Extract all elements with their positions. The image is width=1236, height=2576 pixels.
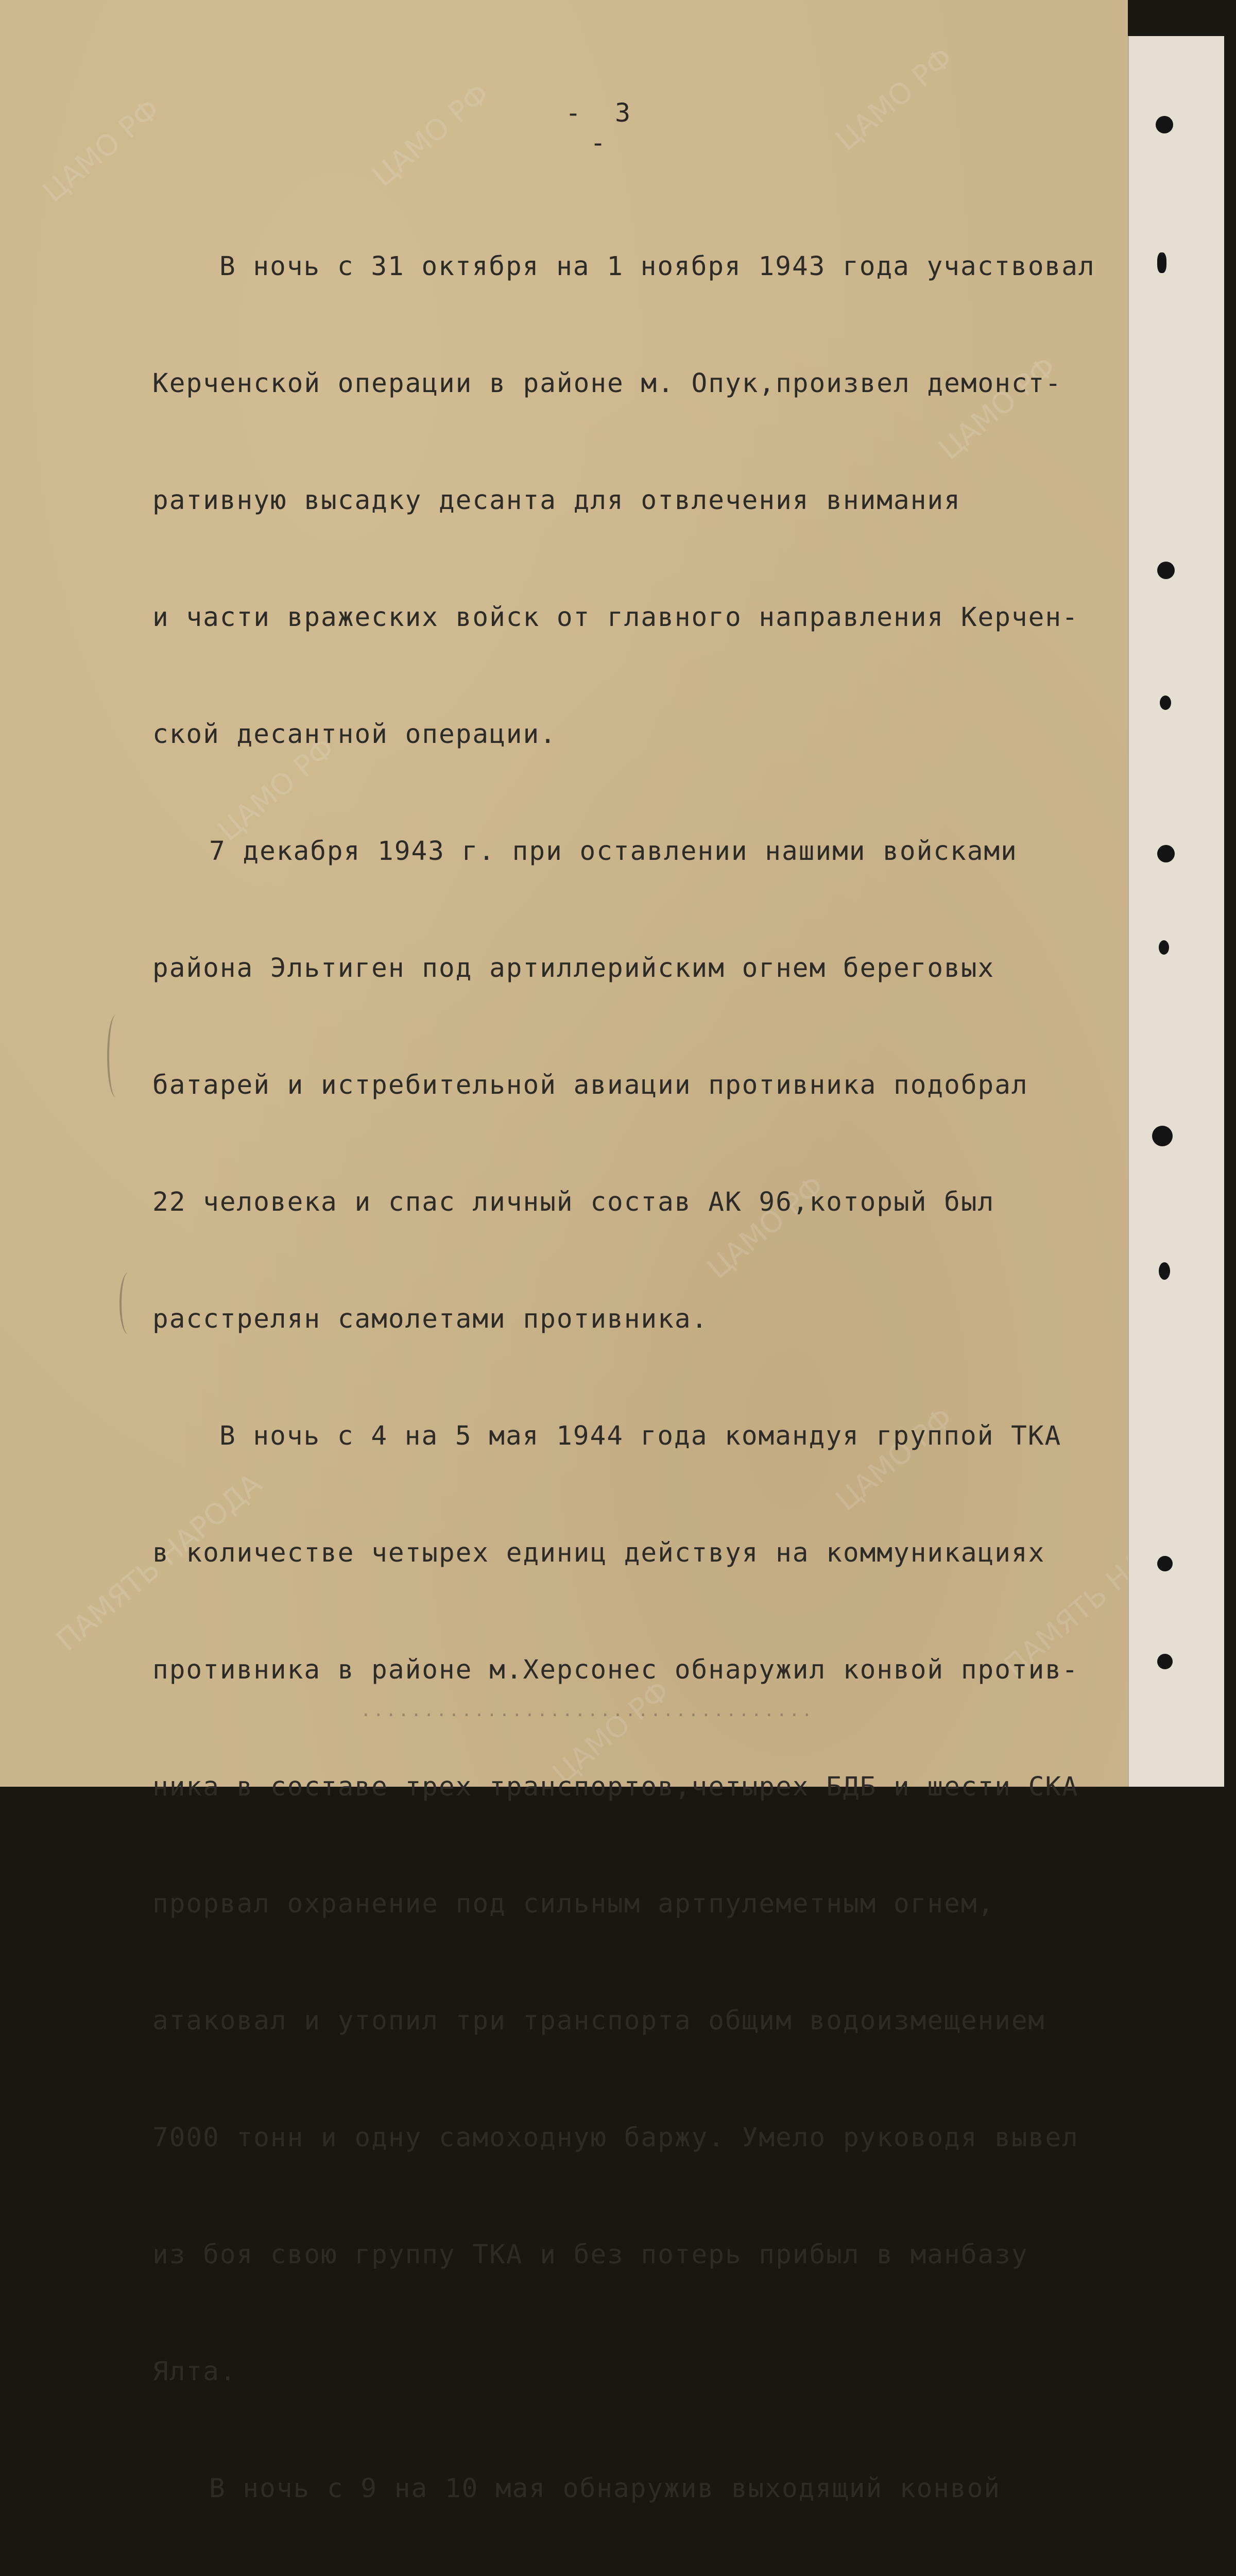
margin-pencil-mark: [119, 1273, 137, 1334]
text-line: ника в составе трех транспортов,четырех БДБ и шести СКА: [152, 1772, 1079, 1802]
text-line: 7 декабря 1943 г. при оставлении нашими войсками: [209, 836, 1018, 867]
text-line: атаковал и утопил три транспорта общим водоизмещением: [152, 2006, 1045, 2036]
watermark: ЦАМО РФ: [546, 1674, 676, 1791]
watermark: ЦАМО РФ: [933, 350, 1062, 467]
text-line: противника в районе м.Херсонес обнаружил конвой против-: [152, 1655, 1079, 1685]
watermark: ПАМЯТЬ НАРОДА: [50, 1467, 268, 1658]
binding-hole: [1156, 116, 1173, 133]
page-number: - 3 -: [565, 98, 640, 158]
binding-hole: [1157, 1556, 1173, 1571]
watermark: ЦАМО РФ: [830, 41, 959, 158]
binding-hole: [1160, 696, 1171, 710]
text-line: из боя свою группу ТКА и без потерь прибыл в манбазу: [152, 2240, 1028, 2270]
text-line: расстрелян самолетами противника.: [152, 1304, 709, 1334]
document-body: [152, 178, 1131, 2576]
text-line: и части вражеских войск от главного направления Керчен-: [152, 602, 1079, 633]
watermark: ЦАМО РФ: [701, 1169, 831, 1286]
binding-hole: [1159, 1262, 1170, 1280]
text-line: района Эльтиген под артиллерийским огнем береговых: [152, 953, 995, 984]
watermark: ЦАМО РФ: [37, 92, 166, 209]
text-line: ративную высадку десанта для отвлечения внимания: [152, 485, 961, 516]
binding-edge: [1128, 36, 1224, 1787]
text-line: 7000 тонн и одну самоходную баржу. Умело руководя вывел: [152, 2123, 1079, 2153]
watermark: ЦАМО РФ: [212, 731, 341, 848]
text-line: Ялта.: [152, 2357, 237, 2387]
binding-hole: [1152, 1126, 1173, 1146]
text-line: В ночь с 9 на 10 мая обнаружив выходящий конвой: [209, 2473, 1001, 2504]
faded-footer-text: ....................................: [360, 1700, 814, 1721]
watermark: ЦАМО РФ: [830, 1401, 959, 1518]
text-line: В ночь с 4 на 5 мая 1944 года командуя группой ТКА: [219, 1421, 1062, 1451]
binding-hole: [1157, 845, 1175, 862]
watermark: ЦАМО РФ: [366, 77, 496, 194]
watermark: ПАМЯТЬ НАРОДА: [998, 1493, 1216, 1684]
text-line: батарей и истребительной авиации противника подобрал: [152, 1070, 1028, 1100]
text-line: прорвал охранение под сильным артпулеметным огнем,: [152, 1889, 995, 1919]
text-line: ской десантной операции.: [152, 719, 557, 750]
text-line: 22 человека и спас личный состав АК 96,который был: [152, 1187, 995, 1217]
text-line: в количестве четырех единиц действуя на коммуникациях: [152, 1538, 1045, 1568]
binding-hole: [1157, 252, 1166, 273]
margin-pencil-mark: [107, 1015, 125, 1097]
binding-hole: [1157, 1654, 1173, 1669]
binding-hole: [1159, 940, 1169, 955]
binding-hole: [1157, 562, 1175, 579]
text-line: В ночь с 31 октября на 1 ноября 1943 года участвовал: [219, 251, 1095, 282]
text-line: Керченской операции в районе м. Опук,произвел демонст-: [152, 368, 1062, 399]
